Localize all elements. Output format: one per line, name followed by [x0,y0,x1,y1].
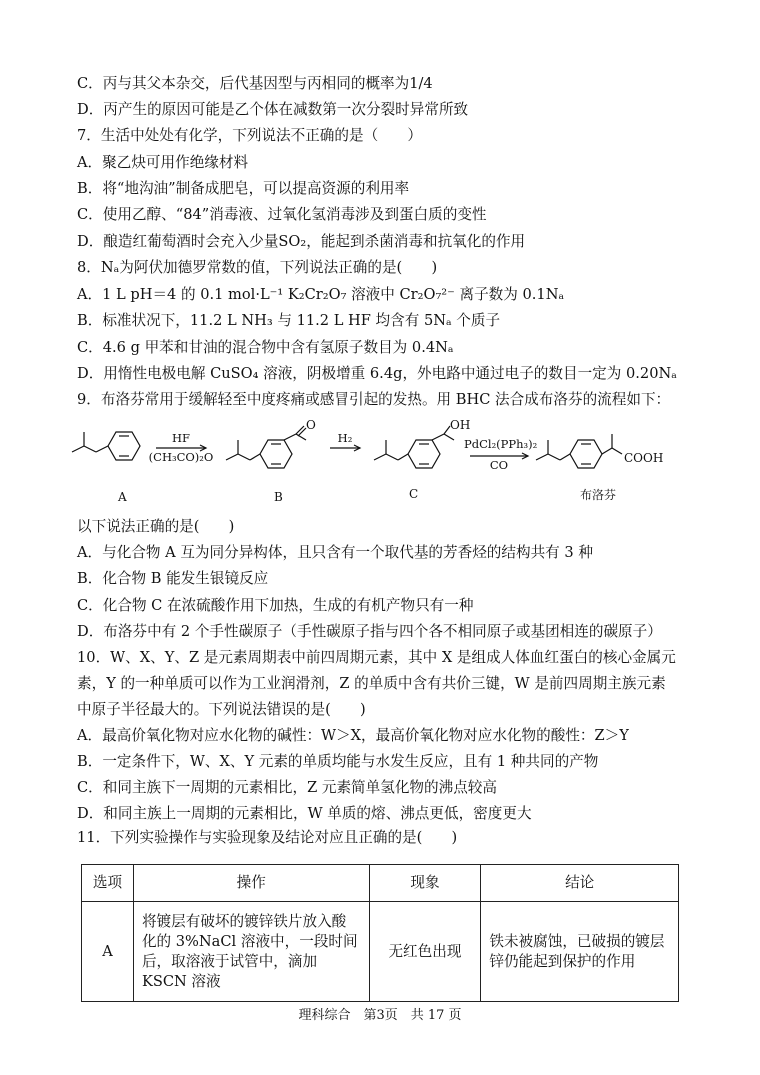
q10-stem-line2: 素，Y 的一种单质可以作为工业润滑剂，Z 的单质中含有共价三键，W 是前四周期主族元素 [77,675,666,692]
q10-option-b: B．一定条件下，W、X、Y 元素的单质均能与水发生反应，且有 1 种共同的产物 [77,753,599,770]
q7-option-b: B．将“地沟油”制备成肥皂，可以提高资源的利用率 [77,180,410,197]
cell-conclusion: 铁未被腐蚀，已破损的镀层锌仍能起到保护的作用 [481,902,679,1002]
header-conclusion: 结论 [481,865,679,902]
compound-label-a: A [118,490,127,504]
atom-label-o: O [306,418,316,432]
arrow2-reagent: H₂ [337,431,353,445]
ibuprofen-structure [536,434,622,468]
arrow1-reagent: HF [171,431,190,445]
compound-label-ibuprofen: 布洛芬 [580,488,617,502]
cell-operation: 将镀层有破坏的镀锌铁片放入酸化的 3%NaCl 溶液中，一段时间后，取溶液于试管中，滴加 KSCN 溶液 [133,902,369,1002]
arrow3-catalyst: PdCl₂(PPh₃)₂ [464,437,538,451]
table-row [82,902,679,1002]
q8-option-b: B．标准状况下，11.2 L NH₃ 与 11.2 L HF 均含有 5Nₐ 个质子 [77,312,501,329]
q8-option-d: D．用惰性电极电解 CuSO₄ 溶液，阴极增重 6.4g，外电路中通过电子的数目一定为 0.20Nₐ [77,365,677,382]
q11-table [81,864,679,1002]
compound-a-structure [72,432,140,460]
q7-option-c: C．使用乙醇、“84”消毒液、过氧化氢消毒涉及到蛋白质的变性 [77,206,487,223]
header-phenomenon: 现象 [369,865,481,902]
header-option: 选项 [82,865,134,902]
q10-stem-line3: 中原子半径最大的。下列说法错误的是( ) [77,701,366,718]
q7-option-a: A．聚乙炔可用作绝缘材料 [77,154,249,171]
cell-phenomenon: 无红色出现 [369,902,481,1002]
page-footer: 理科综合 第3页 共 17 页 [298,1008,462,1023]
q8-stem: 8．Nₐ为阿伏加德罗常数的值，下列说法正确的是( ) [77,259,438,276]
q9-stem: 9．布洛芬常用于缓解轻至中度疼痛或感冒引起的发热。用 BHC 法合成布洛芬的流程如下： [77,391,671,408]
q9-prompt: 以下说法正确的是( ) [77,518,235,535]
q6-option-c: C．丙与其父本杂交，后代基因型与丙相同的概率为1/4 [77,75,433,92]
atom-label-cooh: COOH [624,451,664,465]
compound-label-b: B [274,490,283,504]
q7-option-d: D．酿造红葡萄酒时会充入少量SO₂，能起到杀菌消毒和抗氧化的作用 [77,233,526,250]
q11-stem: 11．下列实验操作与实验现象及结论对应且正确的是( ) [77,829,458,846]
q9-option-b: B．化合物 B 能发生银镜反应 [77,570,269,587]
q10-option-a: A．最高价氧化物对应水化物的碱性：W＞X，最高价氧化物对应水化物的酸性：Z＞Y [77,727,629,744]
table-header-row [82,865,679,902]
compound-b-structure [226,426,306,468]
q9-option-d: D．布洛芬中有 2 个手性碳原子（手性碳原子指与四个各不相同原子或基团相连的碳原子） [77,623,662,640]
atom-label-oh: OH [450,418,471,432]
q8-option-c: C．4.6 g 甲苯和甘油的混合物中含有氢原子数目为 0.4Nₐ [77,339,454,356]
header-operation: 操作 [133,865,369,902]
q10-option-d: D．和同主族上一周期的元素相比，W 单质的熔、沸点更低，密度更大 [77,805,532,822]
q9-option-c: C．化合物 C 在浓硫酸作用下加热，生成的有机产物只有一种 [77,597,474,614]
q10-stem-line1: 10．W、X、Y、Z 是元素周期表中前四周期元素，其中 X 是组成人体血红蛋白的核心金属元 [77,649,676,666]
reaction-scheme [60,418,700,518]
q10-option-c: C．和同主族下一周期的元素相比，Z 元素简单氢化物的沸点较高 [77,779,497,796]
arrow3-reagent: CO [489,458,509,472]
q7-stem: 7．生活中处处有化学，下列说法不正确的是（ ） [77,127,422,144]
compound-label-c: C [409,487,419,501]
compound-c-structure [374,426,454,468]
cell-option: A [82,902,134,1002]
q8-option-a: A．1 L pH＝4 的 0.1 mol·L⁻¹ K₂Cr₂O₇ 溶液中 Cr₂O₇²⁻ 离子数为 0.1Nₐ [77,286,565,303]
arrow1-condition: (CH₃CO)₂O [148,450,214,464]
q9-option-a: A．与化合物 A 互为同分异构体，且只含有一个取代基的芳香烃的结构共有 3 种 [77,544,593,561]
q6-option-d: D．丙产生的原因可能是乙个体在减数第一次分裂时异常所致 [77,101,469,118]
